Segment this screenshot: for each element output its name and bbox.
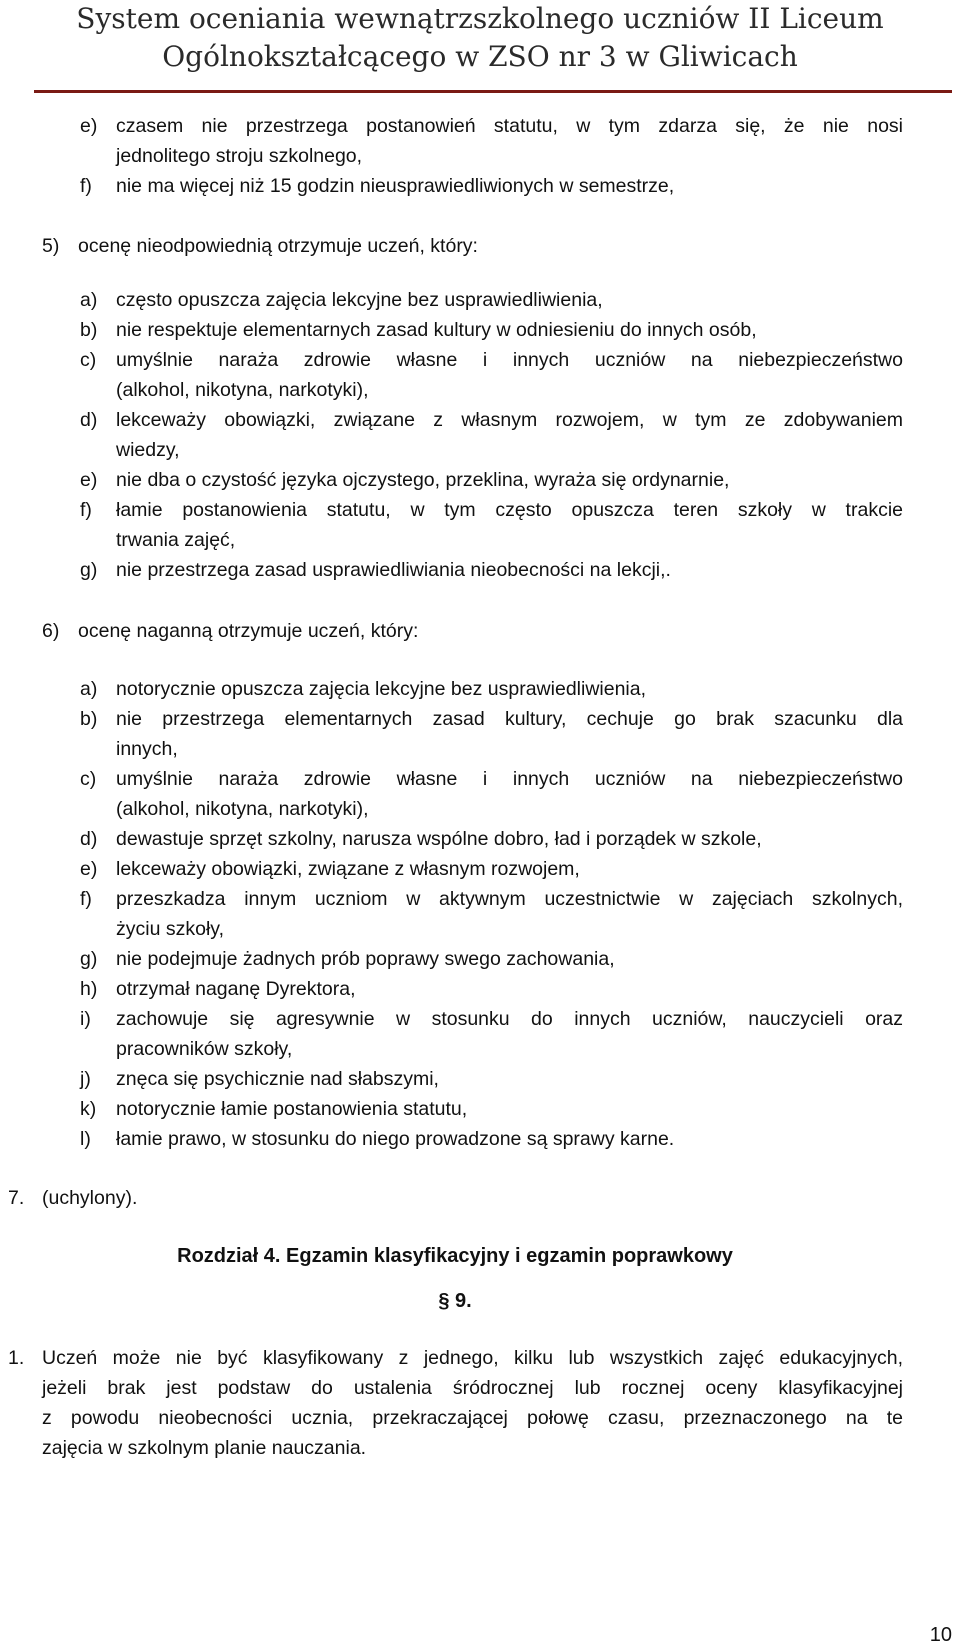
section-6-item-label: d) <box>80 828 98 850</box>
section-6-item-text: innych, <box>116 738 178 760</box>
section-6-item-text: łamie prawo, w stosunku do niego prowadzone są sprawy karne. <box>116 1128 675 1150</box>
section-6-item-label: g) <box>80 948 98 970</box>
top-list-item-text: nie ma więcej niż 15 godzin nieusprawiedliwionych w semestrze, <box>116 175 675 197</box>
section-6-item-label: e) <box>80 858 98 880</box>
section-6-item-label: a) <box>80 678 98 700</box>
section-6-item-text: pracowników szkoły, <box>116 1038 293 1060</box>
section-6-item-text: zachowuje się agresywnie w stosunku do innych uczniów, nauczycieli oraz <box>116 1008 903 1030</box>
section-5-item-text: (alkohol, nikotyna, narkotyki), <box>116 379 369 401</box>
paragraph-1-text: z powodu nieobecności ucznia, przekraczającej połowę czasu, przeznaczonego na te <box>42 1407 903 1429</box>
point-7-text: (uchylony). <box>42 1187 138 1209</box>
page-number: 10 <box>929 1624 952 1646</box>
section-6-item-label: h) <box>80 978 98 1000</box>
section-6-item-text: znęca się psychicznie nad słabszymi, <box>116 1068 439 1090</box>
section-6-item-label: l) <box>80 1128 91 1150</box>
section-6-item-text: otrzymał naganę Dyrektora, <box>116 978 356 1000</box>
paragraph-1-text: zajęcia w szkolnym planie nauczania. <box>42 1437 367 1459</box>
top-list-item-label: f) <box>80 175 92 197</box>
section-5-item-text: trwania zajęć, <box>116 529 236 551</box>
section-6-item-label: k) <box>80 1098 97 1120</box>
section-5-item-text: nie dba o czystość języka ojczystego, przeklina, wyraża się ordynarnie, <box>116 469 730 491</box>
section-6-item-text: życiu szkoły, <box>116 918 224 940</box>
section-6-item-label: j) <box>80 1068 91 1090</box>
section-5-number: 5) <box>42 235 60 257</box>
section-6-item-text: dewastuje sprzęt szkolny, narusza wspólne dobro, ład i porządek w szkole, <box>116 828 762 850</box>
paragraph-1-text: Uczeń może nie być klasyfikowany z jednego, kilku lub wszystkich zajęć edukacyjnych, <box>42 1347 903 1369</box>
header-title-line-2: Ogólnokształcącego w ZSO nr 3 w Gliwicach <box>162 40 798 73</box>
top-list-item-label: e) <box>80 115 98 137</box>
section-5-item-label: g) <box>80 559 98 581</box>
section-6-item-text: notorycznie opuszcza zajęcia lekcyjne bez usprawiedliwienia, <box>116 678 647 700</box>
section-5-item-label: e) <box>80 469 98 491</box>
section-5-item-label: f) <box>80 499 92 521</box>
page-header <box>0 0 960 84</box>
section-6-item-text: notorycznie łamie postanowienia statutu, <box>116 1098 468 1120</box>
section-6-item-label: b) <box>80 708 98 730</box>
header-divider <box>34 90 952 93</box>
section-5-item-label: b) <box>80 319 98 341</box>
section-5-item-text: lekceważy obowiązki, związane z własnym rozwojem, w tym ze zdobywaniem <box>116 409 903 431</box>
section-6-item-text: przeszkadza innym uczniom w aktywnym uczestnictwie w zajęciach szkolnych, <box>116 888 903 910</box>
section-6-item-label: c) <box>80 768 97 790</box>
section-6-item-text: nie przestrzega elementarnych zasad kultury, cechuje go brak szacunku dla <box>116 708 903 730</box>
section-5-item-label: a) <box>80 289 98 311</box>
section-6-title: ocenę naganną otrzymuje uczeń, który: <box>78 620 419 642</box>
section-6-item-text: umyślnie naraża zdrowie własne i innych uczniów na niebezpieczeństwo <box>116 768 903 790</box>
paragraph-1-number: 1. <box>8 1347 25 1369</box>
section-5-item-text: często opuszcza zajęcia lekcyjne bez usprawiedliwienia, <box>116 289 603 311</box>
section-5-item-text: nie przestrzega zasad usprawiedliwiania nieobecności na lekcji,. <box>116 559 671 581</box>
section-6-item-label: i) <box>80 1008 91 1030</box>
section-symbol-heading: § 9. <box>438 1290 472 1312</box>
section-6-item-text: nie podejmuje żadnych prób poprawy swego zachowania, <box>116 948 615 970</box>
top-list-item-text: czasem nie przestrzega postanowień statutu, w tym zdarza się, że nie nosi <box>116 115 903 137</box>
paragraph-1-text: jeżeli brak jest podstaw do ustalenia śródrocznej lub rocznej oceny klasyfikacyjnej <box>42 1377 903 1399</box>
point-7-number: 7. <box>8 1187 25 1209</box>
section-5-item-label: d) <box>80 409 98 431</box>
section-5-item-text: łamie postanowienia statutu, w tym często opuszcza teren szkoły w trakcie <box>116 499 903 521</box>
section-6-number: 6) <box>42 620 60 642</box>
section-5-item-text: umyślnie naraża zdrowie własne i innych uczniów na niebezpieczeństwo <box>116 349 903 371</box>
section-5-item-text: nie respektuje elementarnych zasad kultury w odniesieniu do innych osób, <box>116 319 757 341</box>
top-list-item-text: jednolitego stroju szkolnego, <box>116 145 363 167</box>
section-6-item-label: f) <box>80 888 92 910</box>
header-title-line-1: System oceniania wewnątrzszkolnego uczniów II Liceum <box>76 2 884 35</box>
section-5-item-text: wiedzy, <box>116 439 180 461</box>
section-5-title: ocenę nieodpowiednią otrzymuje uczeń, który: <box>78 235 478 257</box>
section-5-item-label: c) <box>80 349 97 371</box>
section-6-item-text: lekceważy obowiązki, związane z własnym rozwojem, <box>116 858 580 880</box>
section-6-item-text: (alkohol, nikotyna, narkotyki), <box>116 798 369 820</box>
chapter-heading: Rozdział 4. Egzamin klasyfikacyjny i egzamin poprawkowy <box>177 1245 733 1267</box>
